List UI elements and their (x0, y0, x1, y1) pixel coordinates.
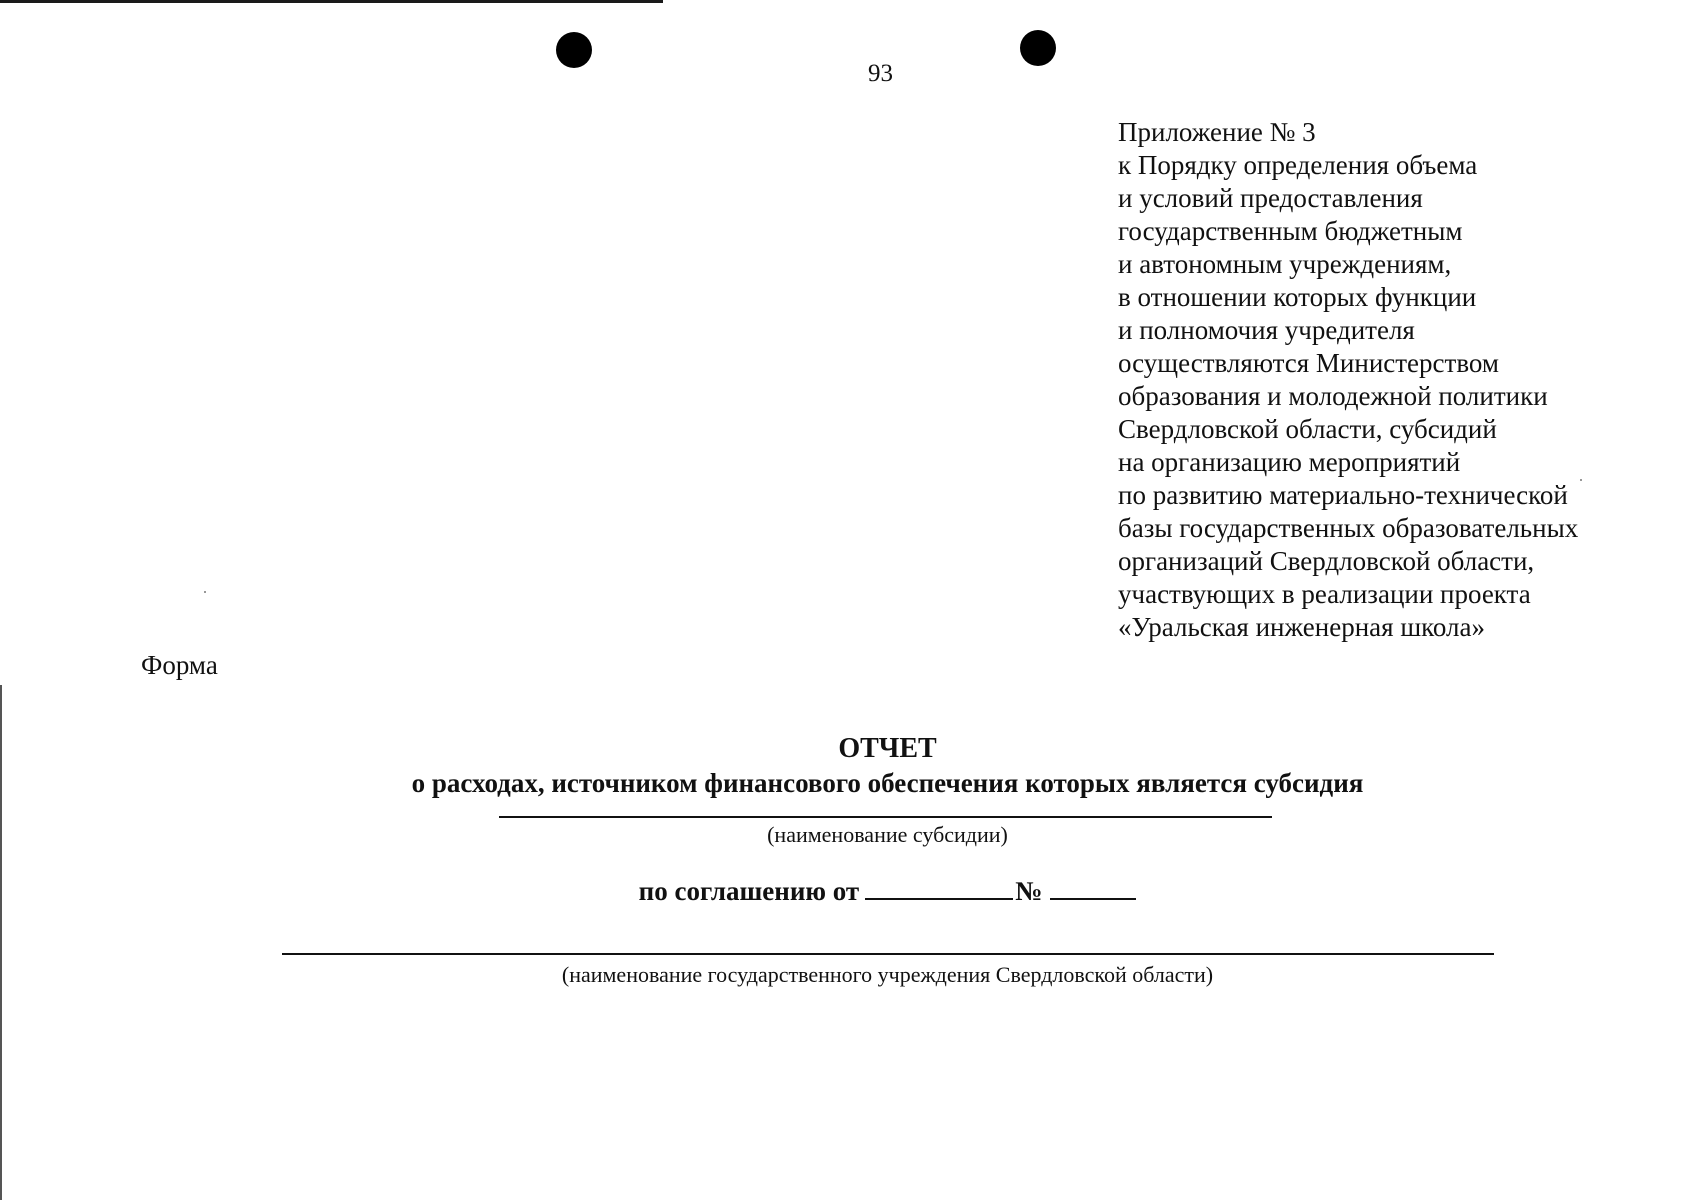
appendix-line: Свердловской области, субсидий (1118, 414, 1497, 444)
agreement-number-sign: № (1015, 876, 1043, 906)
scan-edge-top (0, 0, 663, 3)
appendix-line: к Порядку определения объема (1118, 150, 1478, 180)
scan-speck (204, 591, 206, 593)
appendix-line: базы государственных образовательных (1118, 513, 1579, 543)
appendix-line: участвующих в реализации проекта (1118, 579, 1531, 609)
subsidy-name-line (499, 816, 1272, 818)
appendix-line: и условий предоставления (1118, 183, 1423, 213)
appendix-line: в отношении которых функции (1118, 282, 1477, 312)
report-subtitle: о расходах, источником финансового обеспечения которых является субсидия (411, 768, 1364, 798)
agreement-line (0, 874, 1701, 907)
report-title: ОТЧЕТ (838, 733, 937, 764)
institution-name-line (282, 953, 1494, 955)
appendix-line: Приложение № 3 (1118, 117, 1316, 147)
appendix-line: организаций Свердловской области, (1118, 546, 1535, 576)
appendix-line: «Уральская инженерная школа» (1118, 612, 1485, 642)
agreement-prefix: по соглашению от (638, 876, 860, 906)
appendix-block (1118, 116, 1678, 644)
punch-hole-right (1020, 30, 1056, 66)
appendix-line: по развитию материально-технической (1118, 480, 1568, 510)
appendix-line: и полномочия учредителя (1118, 315, 1415, 345)
agreement-date-blank (865, 874, 1013, 900)
appendix-line: на организацию мероприятий (1118, 447, 1461, 477)
appendix-line: осуществляются Министерством (1118, 348, 1499, 378)
subsidy-name-caption: (наименование субсидии) (767, 822, 1008, 847)
agreement-number-blank (1050, 874, 1136, 900)
appendix-line: государственным бюджетным (1118, 216, 1463, 246)
page-number: 93 (868, 60, 893, 87)
form-label: Форма (141, 650, 218, 680)
appendix-line: и автономным учреждениям, (1118, 249, 1452, 279)
institution-name-caption: (наименование государственного учреждения Свердловской области) (561, 962, 1214, 987)
punch-hole-left (556, 32, 592, 68)
appendix-line: образования и молодежной политики (1118, 381, 1548, 411)
